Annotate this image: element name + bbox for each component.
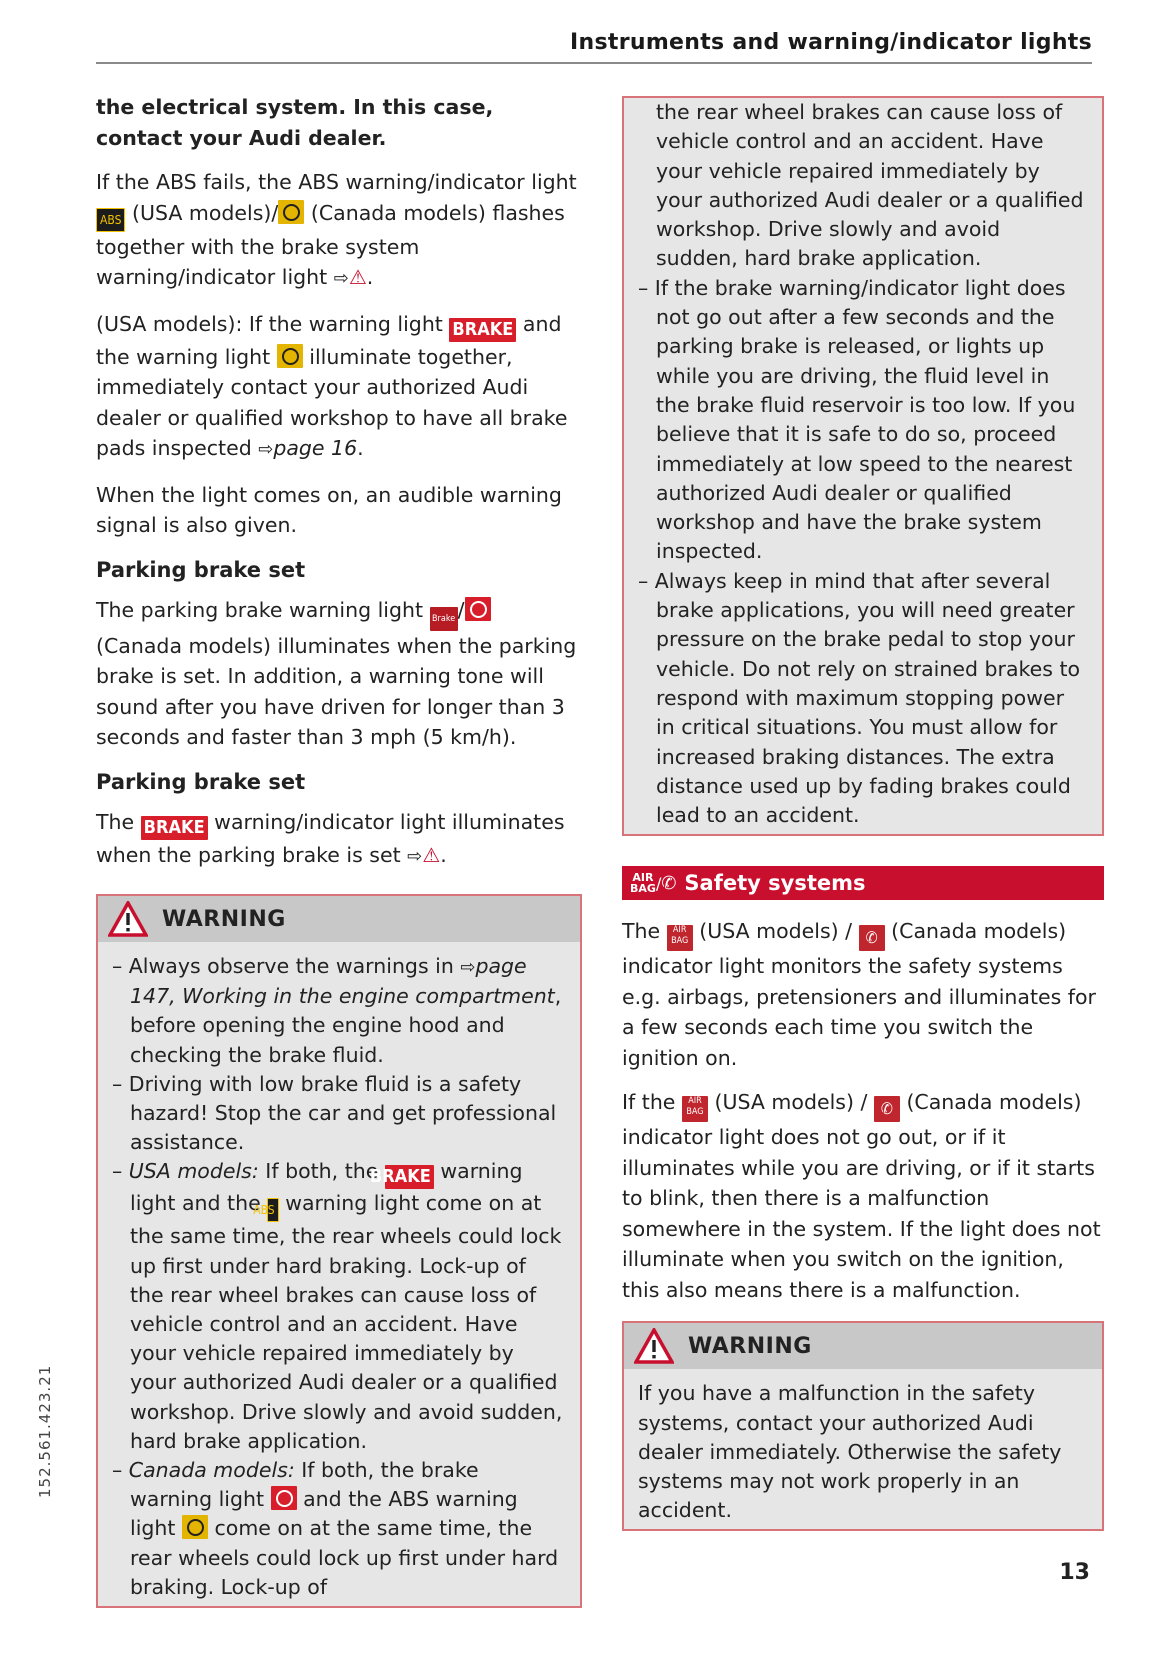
abs-canada-icon — [182, 1515, 208, 1539]
section-bar-safety-systems: AIR BAG / ✆ Safety systems — [622, 866, 1104, 900]
heading-parking-brake-2: Parking brake set — [96, 769, 306, 794]
airbag-icon: AIR BAG — [682, 1096, 708, 1122]
paragraph-safety-malfunction: If the AIR BAG (USA models) / ✆ (Canada models) indicator light does not go out, or if it illuminates while you are driving, or if it starts to blink, then there is a malfunction somewhere in the system. If the light does not illuminate when you switch on the ignition, this also means there is a malfunction. — [622, 1090, 1101, 1302]
paragraph-safety-monitor: The AIR BAG (USA models) / ✆ (Canada models) indicator light monitors the safety systems e.g. airbags, pretensioners and illuminates for a few seconds each time you switch the ignition on. — [622, 919, 1096, 1070]
warning-triangle-icon[interactable]: ⚠ — [422, 842, 441, 867]
seatbelt-person-icon: ✆ — [874, 1096, 900, 1122]
paragraph-audible: When the light comes on, an audible warning signal is also given. — [96, 482, 562, 537]
page-header-title: Instruments and warning/indicator lights — [570, 30, 1092, 55]
paragraph-usa-models: (USA models): If the warning light BRAKE and the warning light illuminate together, immediately contact your authorized Audi dealer or qualified workshop to have all brake pads inspected ⇨page 16. — [96, 311, 568, 460]
brake-warning-icon: BRAKE — [449, 318, 516, 342]
warning-item: – USA models: If both, the BRAKE warning light and the ABS warning light come on at the same time, the rear wheels could lock up first under hard braking. Lock-up of the rear wheel brakes can cause loss of vehicle control and an accident. Have your vehicle repaired immediately by your authorized Audi dealer or a qualified workshop. Drive slowly and avoid sudden, hard brake application. — [112, 1159, 563, 1453]
warning-triangle-icon[interactable]: ⚠ — [348, 265, 367, 289]
arrow-right-icon: ⇨ — [407, 845, 423, 867]
airbag-icon: AIR BAG — [667, 925, 693, 951]
page-number: 13 — [1059, 1560, 1090, 1585]
paragraph-abs: If the ABS fails, the ABS warning/indicator light ABS (USA models)/ (Canada models) flashes together with the brake system warning/indicator light ⇨⚠. — [96, 170, 577, 289]
parking-brake-icon: Brake — [430, 607, 458, 631]
paragraph-brake-indicator: The BRAKE warning/indicator light illuminates when the parking brake is set ⇨⚠. — [96, 809, 565, 867]
warning-title: WARNING — [162, 906, 286, 932]
warning-title: WARNING — [688, 1333, 812, 1359]
brake-canada-icon — [271, 1486, 297, 1510]
warning-header — [98, 896, 580, 942]
abs-canada-icon — [278, 200, 304, 224]
page-link[interactable]: page 147, Working in the engine compartment — [130, 954, 555, 1009]
warning-body — [98, 942, 580, 1606]
warning-triangle-icon — [108, 901, 148, 937]
seatbelt-person-icon: ✆ — [859, 925, 885, 951]
warning-header — [624, 1323, 1102, 1369]
warning-box-brakes — [96, 894, 582, 1608]
warning-box-safety — [622, 1321, 1104, 1531]
abs-warning-icon: ABS — [96, 208, 125, 232]
section-title: Safety systems — [684, 871, 866, 896]
warning-item: – If the brake warning/indicator light does not go out after a few seconds and the parking brake is released, or lights up while you are driving, the fluid level in the brake fluid reservoir is too low. If you believe that it is safe to do so, proceed immediately at low speed to the nearest authorized Audi dealer or qualified workshop and have the brake system inspected. — [638, 275, 1076, 564]
arrow-right-icon: ⇨ — [460, 957, 476, 978]
brake-warning-icon: BRAKE — [141, 816, 208, 840]
warning-text: If you have a malfunction in the safety systems, contact your authorized Audi dealer immediately. Otherwise the safety systems may not work properly in an accident. — [638, 1381, 1062, 1523]
arrow-right-icon: ⇨ — [333, 268, 349, 289]
header-divider — [96, 62, 1092, 64]
page-link[interactable]: page 16 — [273, 436, 358, 460]
warning-item: – Always keep in mind that after several brake applications, you will need greater pressure on the brake pedal to stop your vehicle. Do not rely on strained brakes to respond with maximum stopping power in critical situations. You must allow for increased braking distances. The extra distance used up by fading brakes could lead to an accident. — [638, 568, 1081, 828]
right-column — [622, 96, 1104, 1531]
warning-item: the rear wheel brakes can cause loss of vehicle control and an accident. Have your vehicle repaired immediately by your authorized Audi dealer or a qualified workshop. Drive slowly and avoid sudden, hard brake application. — [656, 100, 1084, 271]
warning-body — [624, 1369, 1102, 1529]
abs-warning-icon: ABS — [267, 1198, 278, 1222]
paragraph-parking-brake: The parking brake warning light Brake / (Canada models) illuminates when the parking brake is set. In addition, a warning tone will sound after you have driven for longer than 3 seconds and faster than 3 mph (5 km/h). — [96, 597, 577, 749]
left-column — [96, 92, 582, 1608]
brake-pad-icon — [277, 344, 303, 368]
arrow-right-icon: ⇨ — [258, 439, 274, 460]
brake-warning-icon: BRAKE — [385, 1165, 434, 1189]
warning-triangle-icon — [634, 1328, 674, 1364]
warning-box-continued — [622, 96, 1104, 836]
parking-brake-canada-icon — [465, 597, 491, 621]
document-code: 152.561.423.21 — [36, 1364, 54, 1498]
airbag-icon: AIR BAG — [630, 871, 656, 896]
seatbelt-person-icon: ✆ — [661, 872, 677, 894]
heading-parking-brake-1: Parking brake set — [96, 557, 306, 582]
warning-item: – Always observe the warnings in ⇨page 147, Working in the engine compartment, before opening the engine hood and checking the brake fluid. — [112, 954, 562, 1067]
warning-item: – Canada models: If both, the brake warning light and the ABS warning light come on at the same time, the rear wheels could lock up first under hard braking. Lock-up of — [112, 1458, 559, 1599]
paragraph-electrical: the electrical system. In this case, contact your Audi dealer. — [96, 95, 494, 150]
warning-item: – Driving with low brake fluid is a safety hazard! Stop the car and get professional assistance. — [112, 1071, 557, 1155]
